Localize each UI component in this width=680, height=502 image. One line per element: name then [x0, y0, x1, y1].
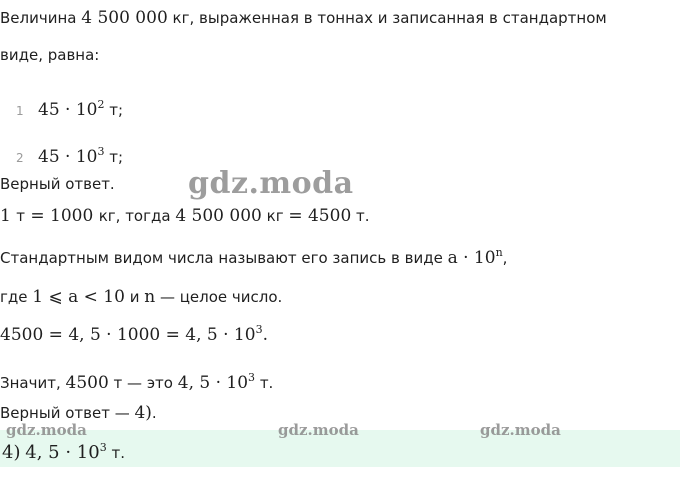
- question-text-2: виде, равна:: [0, 46, 100, 64]
- condition-line: где 1 ⩽ a < 10 и n — целое число.: [0, 287, 283, 307]
- watermark: gdz.moda: [188, 166, 354, 201]
- option-formula: $45 \cdot 10^3$: [38, 145, 105, 167]
- watermark: gdz.moda: [6, 421, 87, 439]
- option-2[interactable]: [0, 142, 123, 168]
- option-formula: $45 \cdot 10^2$: [38, 98, 105, 120]
- conclusion-line: Значит, 4500 т — это 4, $5 \cdot 10^3$ т.: [0, 371, 274, 393]
- answer-statement: Верный ответ — 4).: [0, 403, 157, 423]
- question-text-tail: кг, выраженная в тоннах и записанная в стандартном: [167, 9, 607, 27]
- watermark: gdz.moda: [278, 421, 359, 439]
- question-line-2: [0, 45, 99, 65]
- standard-form-definition: Стандартным видом числа называют его запись в виде $a \cdot 10^n$,: [0, 246, 508, 268]
- question-value: 4 500 000: [81, 8, 168, 28]
- question-text: Величина: [0, 9, 82, 27]
- final-answer: 4) 4, $5 \cdot 10^3$ т.: [2, 441, 125, 463]
- option-unit: т;: [104, 101, 124, 119]
- conversion-line: 1 т = 1000 кг, тогда 4 500 000 кг = 4500 т.: [0, 206, 370, 226]
- option-unit: т;: [104, 148, 124, 166]
- question-line-1: [0, 8, 607, 28]
- option-1[interactable]: [0, 95, 123, 121]
- option-number: 2: [16, 151, 24, 165]
- correct-answer-label: Верный ответ.: [0, 175, 115, 193]
- watermark: gdz.moda: [480, 421, 561, 439]
- option-number: 1: [16, 104, 24, 118]
- calculation-line: 4500 = 4, 5 · 1000 = 4, $5 \cdot 10^3$.: [0, 323, 268, 345]
